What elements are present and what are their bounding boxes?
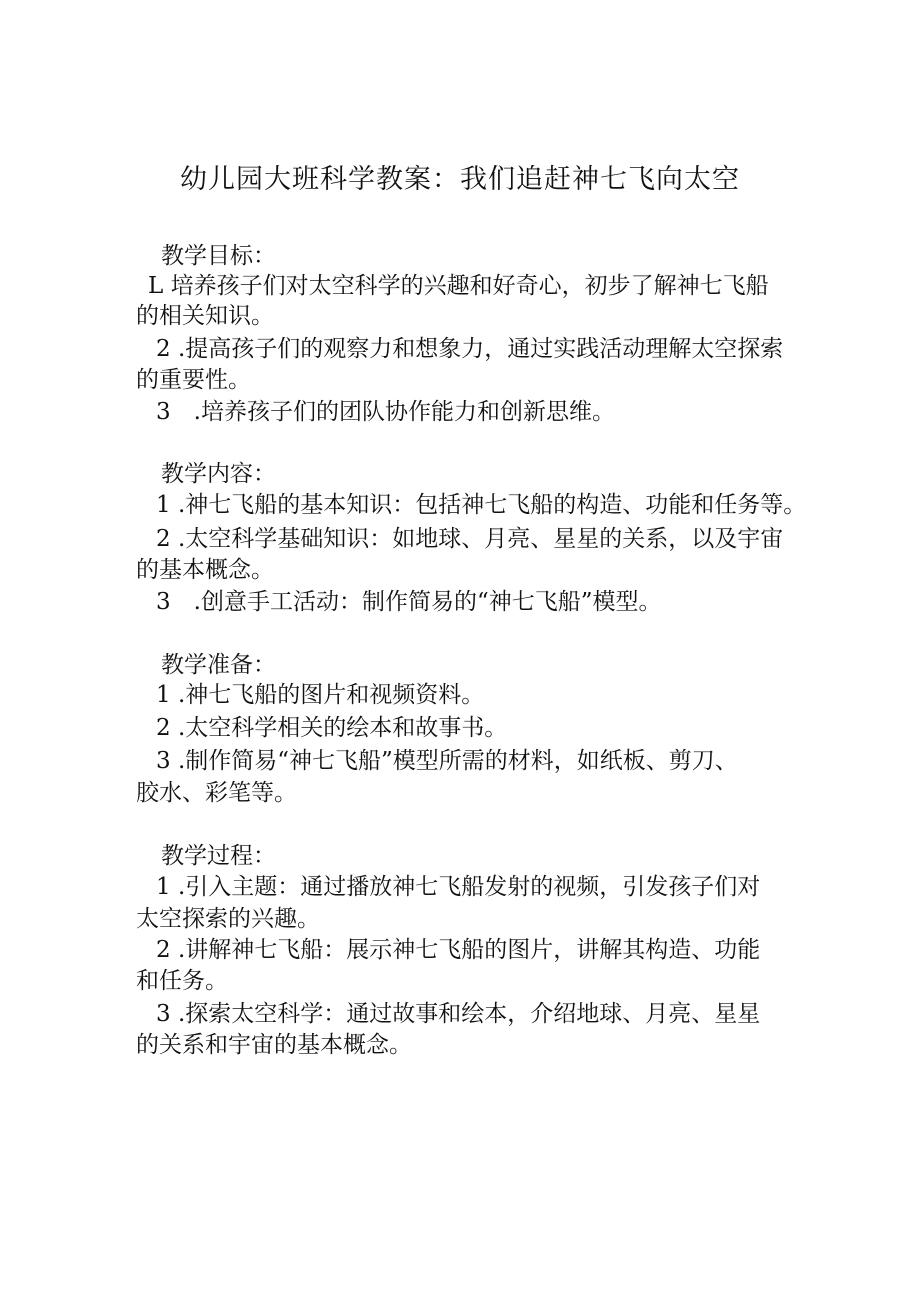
document-title: 幼儿园大班科学教案：我们追赶神七飞向太空: [180, 164, 740, 195]
content-line-2: 2 .太空科学基础知识：如地球、月亮、星星的关系，以及宇宙: [156, 526, 784, 552]
content-line-1: 1 .神七飞船的基本知识：包括神七飞船的构造、功能和任务等。: [156, 492, 807, 518]
objective-line-4: 的重要性。: [136, 367, 251, 393]
section-heading-process: 教学过程：: [161, 843, 276, 869]
process-line-2: 太空探索的兴趣。: [136, 906, 320, 932]
process-line-1: 1 .引入主题：通过播放神七飞船发射的视频，引发孩子们对: [156, 874, 761, 900]
process-line-5: 3 .探索太空科学：通过故事和绘本，介绍地球、月亮、星星: [156, 1001, 761, 1027]
section-heading-objectives: 教学目标：: [161, 243, 276, 269]
process-line-6: 的关系和宇宙的基本概念。: [136, 1032, 412, 1058]
preparation-line-1: 1 .神七飞船的图片和视频资料。: [156, 682, 485, 708]
content-line-3: 的基本概念。: [136, 557, 274, 583]
preparation-line-4: 胶水、彩笔等。: [136, 780, 297, 806]
preparation-line-2: 2 .太空科学相关的绘本和故事书。: [156, 715, 508, 741]
preparation-line-3: 3 .制作简易“神七飞船”模型所需的材料，如纸板、剪刀、: [156, 748, 738, 774]
objective-line-5: 3 .培养孩子们的团队协作能力和创新思维。: [156, 399, 615, 425]
section-heading-preparation: 教学准备：: [161, 652, 276, 678]
objective-line-1: L 培养孩子们对太空科学的兴趣和好奇心，初步了解神七飞船: [148, 273, 769, 299]
process-line-4: 和任务。: [136, 968, 228, 994]
section-heading-content: 教学内容：: [161, 461, 276, 487]
content-line-4: 3 .创意手工活动：制作简易的“神七飞船”模型。: [156, 589, 662, 615]
objective-line-2: 的相关知识。: [136, 303, 274, 329]
process-line-3: 2 .讲解神七飞船：展示神七飞船的图片，讲解其构造、功能: [156, 937, 761, 963]
objective-line-3: 2 .提高孩子们的观察力和想象力，通过实践活动理解太空探索: [156, 336, 784, 362]
